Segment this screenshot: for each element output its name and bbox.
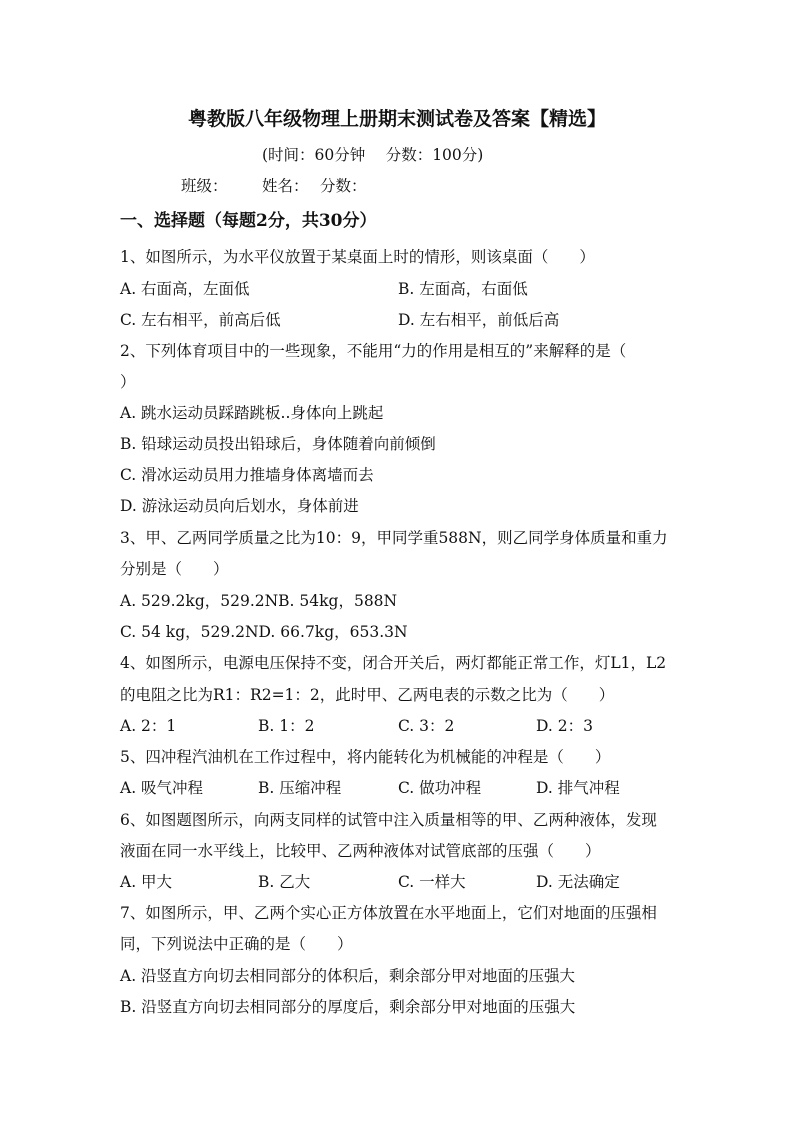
question-3-stem-line1: 3、甲、乙两同学质量之比为10：9，甲同学重588N，则乙同学身体质量和重力: [120, 529, 668, 547]
score-label: 分数：: [320, 177, 367, 195]
question-3-stem-line2: 分别是（ ）: [120, 560, 229, 578]
question-2-option-d: D. 游泳运动员向后划水，身体前进: [120, 497, 359, 515]
question-4-stem-line2: 的电阻之比为R1：R2=1：2，此时甲、乙两电表的示数之比为（ ）: [120, 686, 615, 704]
question-5-option-a: A. 吸气冲程: [120, 779, 204, 797]
question-1-option-b: B. 左面高，右面低: [398, 280, 528, 298]
class-label: 班级：: [181, 177, 228, 195]
question-5-option-b: B. 压缩冲程: [258, 779, 342, 797]
question-1-option-a: A. 右面高，左面低: [120, 280, 250, 298]
question-6-option-c: C. 一样大: [398, 873, 466, 891]
question-4-option-b: B. 1：2: [258, 717, 315, 735]
question-2-stem-line2: ）: [120, 373, 136, 391]
question-2-stem-line1: 2、下列体育项目中的一些现象，不能用“力的作用是相互的”来解释的是（: [120, 342, 627, 360]
question-6-option-d: D. 无法确定: [536, 873, 620, 891]
question-6-option-a: A. 甲大: [120, 873, 173, 891]
question-6-stem-line2: 液面在同一水平线上，比较甲、乙两种液体对试管底部的压强（ ）: [120, 842, 601, 860]
question-5-option-c: C. 做功冲程: [398, 779, 482, 797]
question-1-stem: 1、如图所示，为水平仪放置于某桌面上时的情形，则该桌面（ ）: [120, 248, 595, 266]
question-2-option-b: B. 铅球运动员投出铅球后，身体随着向前倾倒: [120, 435, 436, 453]
question-4-stem-line1: 4、如图所示，电源电压保持不变，闭合开关后，两灯都能正常工作，灯L1，L2: [120, 654, 667, 672]
question-5-stem: 5、四冲程汽油机在工作过程中，将内能转化为机械能的冲程是（ ）: [120, 748, 611, 766]
question-5-option-d: D. 排气冲程: [536, 779, 620, 797]
question-3-options-cd: C. 54 kg，529.2ND. 66.7kg，653.3N: [120, 623, 408, 641]
exam-title: 粤教版八年级物理上册期末测试卷及答案【精选】: [187, 108, 606, 130]
question-6-stem-line1: 6、如图题图所示，向两支同样的试管中注入质量相等的甲、乙两种液体，发现: [120, 811, 657, 829]
question-2-option-c: C. 滑冰运动员用力推墙身体离墙而去: [120, 466, 374, 484]
exam-time-info: (时间：60分钟 分数：100分): [262, 146, 484, 164]
question-4-option-a: A. 2：1: [120, 717, 177, 735]
question-4-option-d: D. 2：3: [536, 717, 593, 735]
question-3-options-ab: A. 529.2kg，529.2NB. 54kg，588N: [120, 592, 398, 610]
question-7-option-a: A. 沿竖直方向切去相同部分的体积后，剩余部分甲对地面的压强大: [120, 967, 576, 985]
question-6-option-b: B. 乙大: [258, 873, 311, 891]
question-7-option-b: B. 沿竖直方向切去相同部分的厚度后，剩余部分甲对地面的压强大: [120, 998, 576, 1016]
question-4-option-c: C. 3：2: [398, 717, 455, 735]
name-label: 姓名：: [262, 177, 309, 195]
section-heading: 一、选择题（每题2分，共30分）: [120, 211, 377, 231]
question-1-option-c: C. 左右相平，前高后低: [120, 311, 281, 329]
question-7-stem-line1: 7、如图所示，甲、乙两个实心正方体放置在水平地面上，它们对地面的压强相: [120, 904, 657, 922]
question-1-option-d: D. 左右相平，前低后高: [398, 311, 560, 329]
question-2-option-a: A. 跳水运动员踩踏跳板..身体向上跳起: [120, 404, 384, 422]
question-7-stem-line2: 同，下列说法中正确的是（ ）: [120, 935, 353, 953]
